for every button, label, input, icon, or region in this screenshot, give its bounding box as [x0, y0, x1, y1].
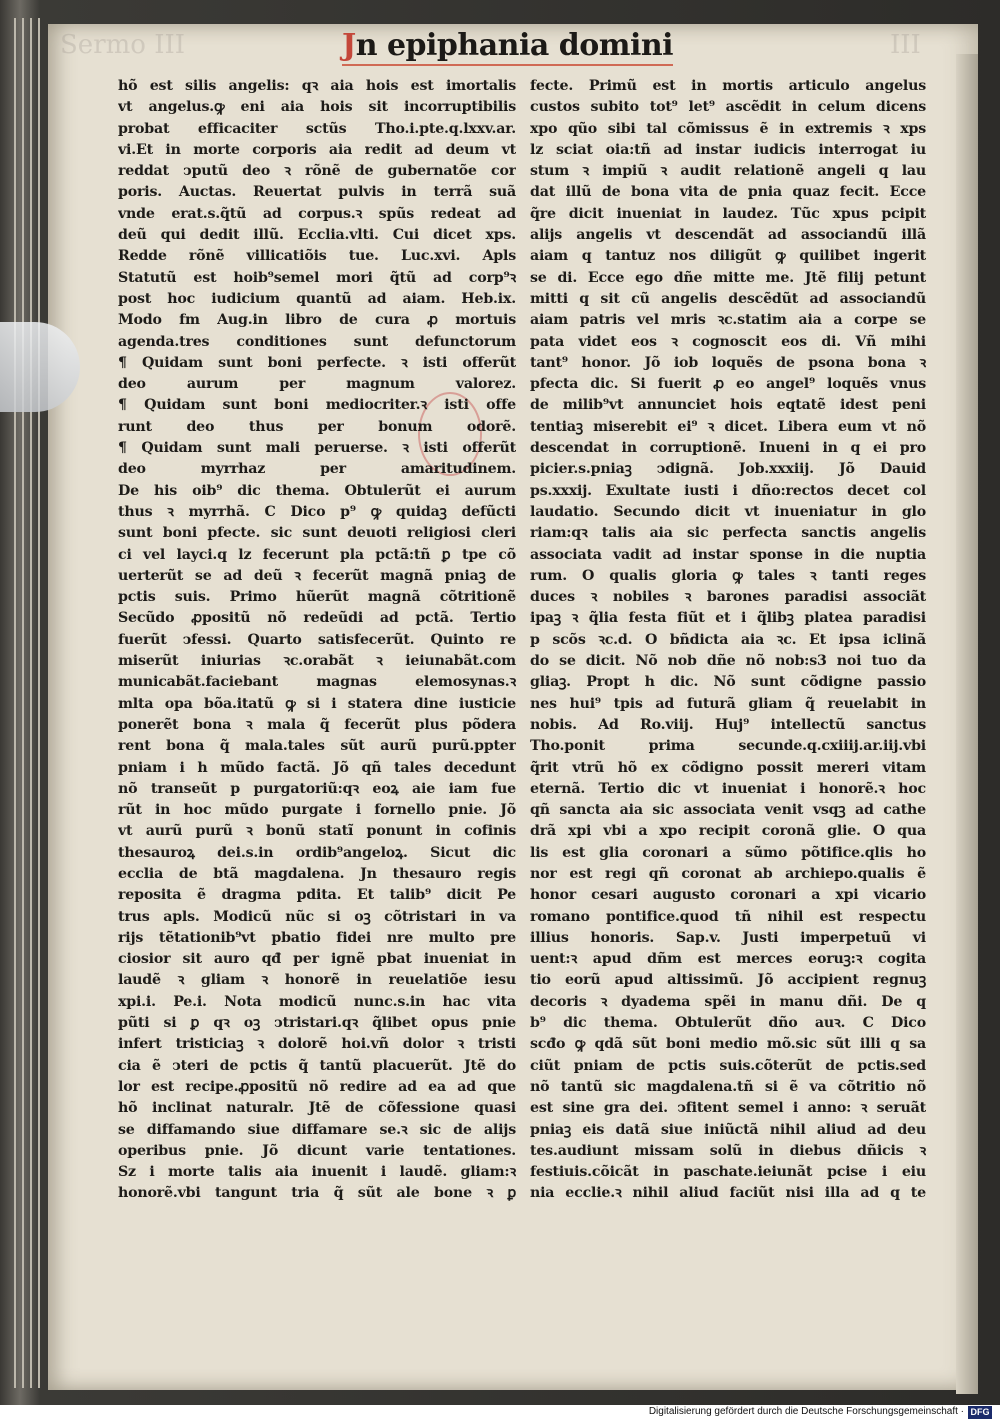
text-line: aiam patris vel mris ꝛc.statim aia a corpe se [530, 312, 926, 329]
text-line: tes.audiunt missam solũ in diebus dñicis ꝛ [530, 1142, 926, 1159]
funding-credit: Digitalisierung gefördert durch die Deutsche Forschungsgemeinschaft · [648, 1406, 964, 1417]
text-line: festiuis.cõicãt in paschate.ieiunãt pcise i eiu [530, 1164, 926, 1181]
dfg-logo: DFG [968, 1406, 992, 1419]
text-line: q̃re dicit inueniat in laudez. Tũc xpus pcipit [530, 205, 926, 222]
text-line: ciosior sit auro qđ per ignẽ pbat inueniat in [118, 951, 516, 968]
text-line: De his oib⁹ dic thema. Obtulerũt ei aurum [118, 482, 516, 499]
text-line: deũ qui dedit illũ. Ecclia.vlti. Cui dicet xps. [118, 227, 516, 244]
text-line: alijs angelis vt descendãt ad associandũ illã [530, 227, 926, 244]
text-line: trus apls. Modicũ nũc si oꝫ cõtristari in va [118, 908, 516, 925]
text-line: uent:ꝛ apud dñm est merces eoruꝫ:ꝛ cogita [530, 951, 926, 968]
text-line: pctis suis. Primo hũerũt magnã cõtritionẽ [118, 589, 516, 606]
text-line: lis est glia coronari a sũmo põtifice.qlis ho [530, 844, 926, 861]
text-line: ps.xxxij. Exultate iusti i dño:rectos decet col [530, 482, 926, 499]
text-line: de milib⁹vt annunciet hois eqtatẽ idest peni [530, 397, 926, 414]
text-line: romano pontifice.quod tñ nihil est respectu [530, 908, 926, 925]
text-line: cia ẽ ↄteri de pctis q̃ tantũ placuerũt. Jtẽ do [118, 1057, 516, 1074]
text-line: fuerũt ↄfessi. Quarto satisfecerũt. Quinto re [118, 631, 516, 648]
text-line: lor est recipe.ꝓpositũ nõ redire ad ea ad que [118, 1078, 516, 1095]
page-stack-edge [30, 18, 32, 1388]
text-line: post hoc iudicium quantũ ad aiam. Heb.ix. [118, 290, 516, 307]
text-line: rũt in hoc mũdo purgate i fornello pnie. Jõ [118, 802, 516, 819]
text-line: Secũdo ꝓpositũ nõ redeũdi ad pctã. Tertio [118, 610, 516, 627]
rubricated-initial: J [342, 28, 356, 63]
text-line: nia ecclie.ꝛ nihil aliud faciũt nisi illa ad q te [530, 1185, 926, 1202]
text-line: hõ inclinat naturalr. Jtẽ de cõfessione quasi [118, 1100, 516, 1117]
text-line: duces ꝛ nobiles ꝛ barones paradisi associãt [530, 589, 926, 606]
text-line: pata videt eos ꝛ cognoscit eos di. Vñ mihi [530, 333, 926, 350]
text-line: se diffamando siue diffamare se.ꝛ sic de alijs [118, 1121, 516, 1138]
text-line: est sine gra dei. ↄfitent semel i anno: ꝛ seruãt [530, 1100, 926, 1117]
text-line: drã xpi vbi a xpo recipit coronã glie. O qua [530, 823, 926, 840]
text-line: mitti q sit cũ angelis descẽdũt ad associandũ [530, 290, 926, 307]
text-line: reddat ↄputũ deo ꝛ rõnẽ de gubernatõe cor [118, 163, 516, 180]
text-line: nõ tantũ sic magdalena.tñ si ẽ va cõtritio nõ [530, 1078, 926, 1095]
text-line: vi.Et in morte corporis aia redit ad deum vt [118, 141, 516, 158]
text-line: ciũt pniam de pctis suis.cõterũt de pctis.sed [530, 1057, 926, 1074]
text-line: mlta opa bõa.itatũ ꝙ si i statera dine iusticie [118, 695, 516, 712]
text-line: descendat in corruptionẽ. Inueni in q ei pro [530, 440, 926, 457]
text-line: ponerẽt bona ꝛ mala q̃ fecerũt plus põdera [118, 716, 516, 733]
text-line: aiam q tantuz nos diligũt ꝙ quilibet ingerit [530, 248, 926, 265]
text-line: tio eorũ apud altissimũ. Jõ accipient regnuꝫ [530, 972, 926, 989]
text-line: xpi.i. Pe.i. Nota modicũ nunc.s.in hac vita [118, 993, 516, 1010]
text-line: nes hui⁹ tpis ad futurã gliam q̃ reuelabit in [530, 695, 926, 712]
text-line: ipaꝫ ꝛ q̃lia festa fiũt et i q̃libꝫ platea paradisi [530, 610, 926, 627]
page-stack-edge [14, 18, 16, 1388]
text-line: riam:qꝛ talis aia sic perfecta sanctis angelis [530, 525, 926, 542]
text-line: illius honoris. Sap.v. Justi imperpetuũ vi [530, 929, 926, 946]
text-line: laudẽ ꝛ gliam ꝛ honorẽ in reuelatiõe iesu [118, 972, 516, 989]
text-line: vnde erat.s.q̃tũ ad corpus.ꝛ spũs redeat ad [118, 205, 516, 222]
text-line: associata vadit ad instar sponse in die nuptia [530, 546, 926, 563]
text-line: pfecta dic. Si fuerit ꝓ eo angel⁹ loquẽs vnus [530, 376, 926, 393]
text-line: thus ꝛ myrrhã. C Dico p⁹ ꝙ quidaꝫ defũcti [118, 503, 516, 520]
text-line: pniaꝫ eis datã siue iniũctã nihil aliud ad deu [530, 1121, 926, 1138]
text-line: miserũt iniurias ꝛc.orabãt ꝛ ieiunabãt.com [118, 653, 516, 670]
text-line: uerterũt se ad deũ ꝛ fecerũt magnã pniaꝫ de [118, 567, 516, 584]
text-line: Sz i morte talis aia inuenit i laudẽ. gliam:ꝛ [118, 1164, 516, 1181]
text-line: qñ sancta aia sic associata venit vsqꝫ ad cathe [530, 802, 926, 819]
page-stack-edge [22, 18, 24, 1388]
text-line: hõ est silis angelis: qꝛ aia hois est imortalis [118, 78, 516, 94]
text-line: ci vel layci.q lz fecerunt pla pctã:tñ ꝑ tpe cõ [118, 546, 516, 563]
text-line: laudatio. Secundo dicit vt inueniatur in glo [530, 503, 926, 520]
text-line: rent bona q̃ mala.tales sũt aurũ purũ.ppter [118, 738, 516, 755]
text-line: ¶ Quidam sunt mali peruerse. ꝛ isti offerũt [118, 440, 516, 457]
text-line: infert tristiciaꝫ ꝛ dolorẽ hoi.vñ dolor ꝛ tristi [118, 1036, 516, 1053]
left-text-column [118, 76, 516, 1205]
text-line: reposita ẽ dragma pdita. Et talib⁹ dicit Pe [118, 887, 516, 904]
text-line: p scõs ꝛc.d. O bñdicta aia ꝛc. Et ipsa iclinã [530, 631, 926, 648]
text-line: runt deo thus per bonum odorẽ. [118, 418, 516, 435]
text-line: dat illũ de bona vita de pnia quaz fecit. Ecce [530, 184, 926, 201]
text-line: nobis. Ad Ro.viij. Huj⁹ intellectũ sanctus [530, 716, 926, 733]
text-line: q̃rit vtrũ hõ ex cõdigno possit mereri vitam [530, 759, 926, 776]
text-line: do se dicit. Nõ nob dñe nõ nob:s3 noi tuo da [530, 653, 926, 670]
text-line: lz sciat oia:tñ ad instar iudicis interrogat iu [530, 141, 926, 158]
text-line: custos subito tot⁹ let⁹ ascẽdit in celum dicens [530, 99, 926, 116]
text-line: stum ꝛ impiũ ꝛ audit relationẽ angeli q lau [530, 163, 926, 180]
text-line: gliaꝫ. Propt h dic. Nõ sunt cõdigne passio [530, 674, 926, 691]
text-line: municabãt.faciebant magnas elemosynas.ꝛ [118, 674, 516, 691]
text-line: sunt boni pfecte. sic sunt deuoti religiosi cleri [118, 525, 516, 542]
text-line: tant⁹ honor. Jõ iob loquẽs de psona bona ꝛ [530, 354, 926, 371]
text-line: picier.s.pniaꝫ ↄdignã. Job.xxxiij. Jõ Dauid [530, 461, 926, 478]
text-line: fecte. Primũ est in mortis articulo angelus [530, 78, 926, 94]
text-line: operibus pnie. Jõ dicunt varie tentationes. [118, 1142, 516, 1159]
text-line: se di. Ecce ego dñe mitte me. Jtẽ filij petunt [530, 269, 926, 286]
text-line: rijs tẽtationib⁹vt pbatio fidei nre multo pre [118, 929, 516, 946]
right-text-column [530, 76, 926, 1205]
text-line: ¶ Quidam sunt boni perfecte. ꝛ isti offerũt [118, 354, 516, 371]
text-line: honor cesari augusto coronari a xpi vicario [530, 887, 926, 904]
text-line: vt angelus.ꝙ eni aia hois sit incorruptibilis [118, 99, 516, 116]
text-line: pniam i h mũdo factã. Jõ qñ tales decedunt [118, 759, 516, 776]
text-line: nõ transeũt p purgatoriũ:qꝛ eoꝝ aie iam fue [118, 780, 516, 797]
text-line: deo myrrhaz per amaritudinem. [118, 461, 516, 478]
text-line: Statutũ est hoib⁹semel mori q̃tũ ad corp⁹ꝛ [118, 269, 516, 286]
text-line: Tho.ponit prima secunde.q.cxiiij.ar.iij.vbi [530, 738, 926, 755]
text-line: Modo fm Aug.in libro de cura ꝓ mortuis [118, 312, 516, 329]
text-line: deo aurum per magnum valorez. [118, 376, 516, 393]
text-line: probat efficaciter sctũs Tho.i.pte.q.lxxv.ar. [118, 120, 516, 137]
text-line: vt aurũ purũ ꝛ bonũ statĩ ponunt in cofinis [118, 823, 516, 840]
text-line: agenda.tres conditiones sunt defunctorum [118, 333, 516, 350]
text-line: decoris ꝛ dyadema spẽi in manu dñi. De q [530, 993, 926, 1010]
text-line: xpo qũo sibi tal cõmissus ẽ in extremis ꝛ xps [530, 120, 926, 137]
text-line: Redde rõnẽ villicatiõis tue. Luc.xvi. Apls [118, 248, 516, 265]
text-line: honorẽ.vbi tangunt tria q̃ sũt ale bone ꝛ ꝑ [118, 1185, 516, 1202]
show-through-folio: III [890, 30, 921, 60]
text-line: nor est regi qñ coronat ab archiepo.qualis ẽ [530, 865, 926, 882]
text-line: tentiaꝫ miserebit ei⁹ ꝛ dicet. Libera eum vt nõ [530, 418, 926, 435]
text-line: rum. O qualis gloria ꝙ tales ꝛ tanti reges [530, 567, 926, 584]
show-through-running-head: Sermo III [60, 30, 186, 60]
footer-bar [0, 1405, 1000, 1420]
text-line: eternã. Tertio dic vt inueniat i honorẽ.ꝛ hoc [530, 780, 926, 797]
text-line: pũti si ꝑ qꝛ oꝫ ↄtristari.qꝛ q̃libet opus pnie [118, 1015, 516, 1032]
text-line: thesauroꝝ dei.s.in ordib⁹angeloꝝ. Sicut dic [118, 844, 516, 861]
text-line: b⁹ dic thema. Obtulerũt dño auꝛ. C Dico [530, 1015, 926, 1032]
text-line: ecclia de btã magdalena. Jn thesauro regis [118, 865, 516, 882]
page-stack-edge [38, 18, 40, 1388]
text-line: poris. Auctas. Reuertat pulvis in terrã suã [118, 184, 516, 201]
page-fore-edge [956, 54, 978, 1394]
running-head-title: n epiphania domini [355, 28, 674, 63]
text-line: scđo ꝙ qdã sũt boni medio mõ.sic sũt illi q sa [530, 1036, 926, 1053]
text-line: ¶ Quidam sunt boni mediocriter.ꝛ isti offe [118, 397, 516, 414]
running-head [342, 28, 673, 66]
